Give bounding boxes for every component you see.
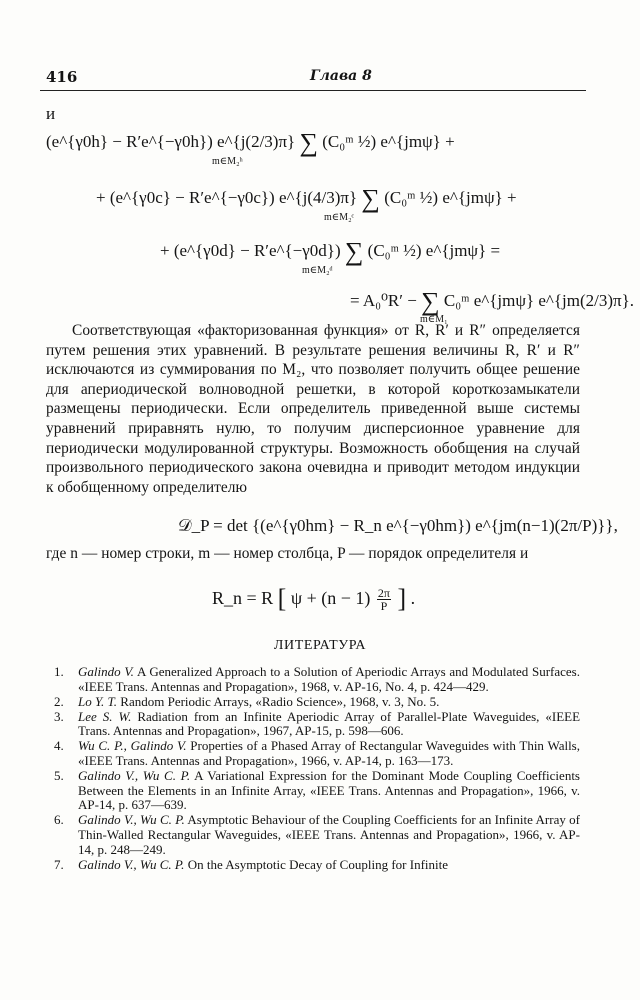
ref-text: A Generalized Approach to a Solution of Aperiodic Arrays and Modulated Surfaces. «IEEE Trans. Antennas and Propagation», 1968, v. AP-16, No. 4, p. 424—429.	[78, 664, 580, 694]
ref-authors: Lo Y. T.	[78, 693, 118, 709]
eq1-sum-index: m∈M₂ʰ	[212, 156, 243, 167]
eq2-lhs: + (e^{γ0c} − R′e^{−γ0c}) e^{j(4/3)π}	[96, 188, 358, 207]
ref-number: 7.	[54, 856, 64, 872]
ref-number: 3.	[54, 708, 64, 724]
eq4-sum-index: m∈M₁	[420, 314, 448, 325]
equation-line-3	[160, 237, 500, 267]
eq1-term: (C₀ᵐ ½) e^{jmψ} +	[322, 132, 455, 151]
page-header	[40, 66, 586, 91]
rn-frac-denominator: P	[380, 599, 388, 614]
ref-text: A Variational Expression for the Dominant Mode Coupling Coefficients Between the Elements in an Infinite Array, «IEEE Trans. Antennas and Propagation», 1966, v. AP-14, p. 637—639.	[78, 768, 580, 813]
references-title: ЛИТЕРАТУРА	[273, 638, 367, 653]
ref-text: Properties of a Phased Array of Rectangular Waveguides with Thin Walls, «IEEE Trans. Antennas and Propagation», 1966, v. AP-14, p. 163—173.	[78, 738, 580, 769]
list-item	[48, 739, 580, 768]
list-item	[48, 858, 580, 873]
conjunction: и	[46, 104, 56, 123]
references-list	[48, 665, 580, 873]
rn-equation	[212, 584, 415, 614]
ref-number: 4.	[54, 738, 64, 754]
eq1-lhs: (e^{γ0h} − R′e^{−γ0h}) e^{j(2/3)π}	[46, 132, 296, 151]
ref-authors: Galindo V.	[78, 664, 134, 679]
equation-line-2	[96, 184, 517, 214]
sum-symbol-icon: ∑	[299, 128, 319, 157]
ref-authors: Galindo V., Wu C. P.	[78, 856, 185, 872]
ref-number: 2.	[54, 693, 64, 709]
eq2-term: (C₀ᵐ ½) e^{jmψ} +	[384, 188, 517, 207]
list-item	[48, 813, 580, 857]
determinant-equation: 𝒟_P = det {(e^{γ0hm} − R_n e^{−γ0hm}) e^{jm(n−1)(2π/P)}},	[178, 516, 618, 535]
ref-number: 6.	[54, 812, 64, 828]
bracket-close-icon: ]	[397, 584, 407, 613]
rn-frac-numerator: 2π	[377, 586, 390, 601]
rn-end: .	[410, 588, 416, 608]
sum-symbol-icon: ∑	[361, 184, 380, 213]
ref-text: On the Asymptotic Decay of Coupling for Infinite	[187, 856, 448, 872]
ref-text: Radiation from an Infinite Aperiodic Array of Parallel-Plate Waveguides, «IEEE Trans. Antennas and Propagation», 1967, AP-15, p. 598—606.	[78, 708, 581, 739]
rn-fraction	[377, 587, 391, 612]
ref-authors: Galindo V., Wu C. P.	[78, 768, 191, 784]
eq3-term: (C₀ᵐ ½) e^{jmψ} =	[367, 241, 501, 260]
eq3-sum-index: m∈M₂ᵈ	[302, 265, 333, 276]
list-item	[48, 710, 580, 739]
body-paragraph-2: где n — номер строки, m — номер столбца, P — порядок определителя и	[46, 545, 529, 562]
page-number: 416	[46, 68, 78, 86]
bracket-open-icon: [	[277, 584, 287, 613]
eq4-term: C₀ᵐ e^{jmψ} e^{jm(2/3)π}.	[443, 291, 635, 310]
eq3-lhs: + (e^{γ0d} − R′e^{−γ0d})	[160, 241, 341, 260]
rn-inner: ψ + (n − 1)	[290, 588, 371, 608]
ref-authors: Wu C. P., Galindo V.	[78, 738, 187, 754]
rn-lhs: R_n = R	[212, 588, 274, 608]
ref-authors: Lee S. W.	[78, 708, 132, 724]
sum-symbol-icon: ∑	[421, 287, 440, 316]
list-item	[48, 769, 580, 813]
chapter-title: Глава 8	[310, 68, 372, 84]
ref-text: Asymptotic Behaviour of the Coupling Coefficients for an Infinite Array of Thin-Walled Rectangular Waveguides, «IEEE Trans. Antennas and Propagation», 1966, v. AP-14, p. 248—249.	[78, 812, 580, 857]
body-paragraph-1: Соответствующая «факторизованная функция» от R, R′ и R″ определяется путем решения этих уравнений. В результате решения величины R, R′ и R″ исключаются из суммирования по M₂, что позволяет получить общее решение для апериодической волноводной решетки, в которой короткозамыкатели размещены периодически. Если определитель приведенной выше системы уравнений приравнять нулю, то получим дисперсионное уравнение для периодически модулированной структуры. Возможность обобщения на случай произвольного периодического закона очевидна и приводит методом индукции к обобщенному определителю	[46, 322, 580, 496]
ref-authors: Galindo V., Wu C. P.	[78, 812, 185, 828]
list-item	[48, 665, 580, 694]
ref-number: 5.	[54, 768, 64, 784]
eq2-sum-index: m∈M₂ᶜ	[324, 212, 355, 223]
ref-number: 1.	[54, 664, 64, 679]
equation-line-4	[350, 287, 634, 317]
sum-symbol-icon: ∑	[344, 237, 364, 266]
list-item	[48, 695, 580, 710]
ref-text: Random Periodic Arrays, «Radio Science», 1968, v. 3, No. 5.	[120, 693, 440, 709]
equation-line-1	[46, 128, 455, 158]
eq4-rhs: = A₀⁰R′ −	[350, 291, 417, 310]
